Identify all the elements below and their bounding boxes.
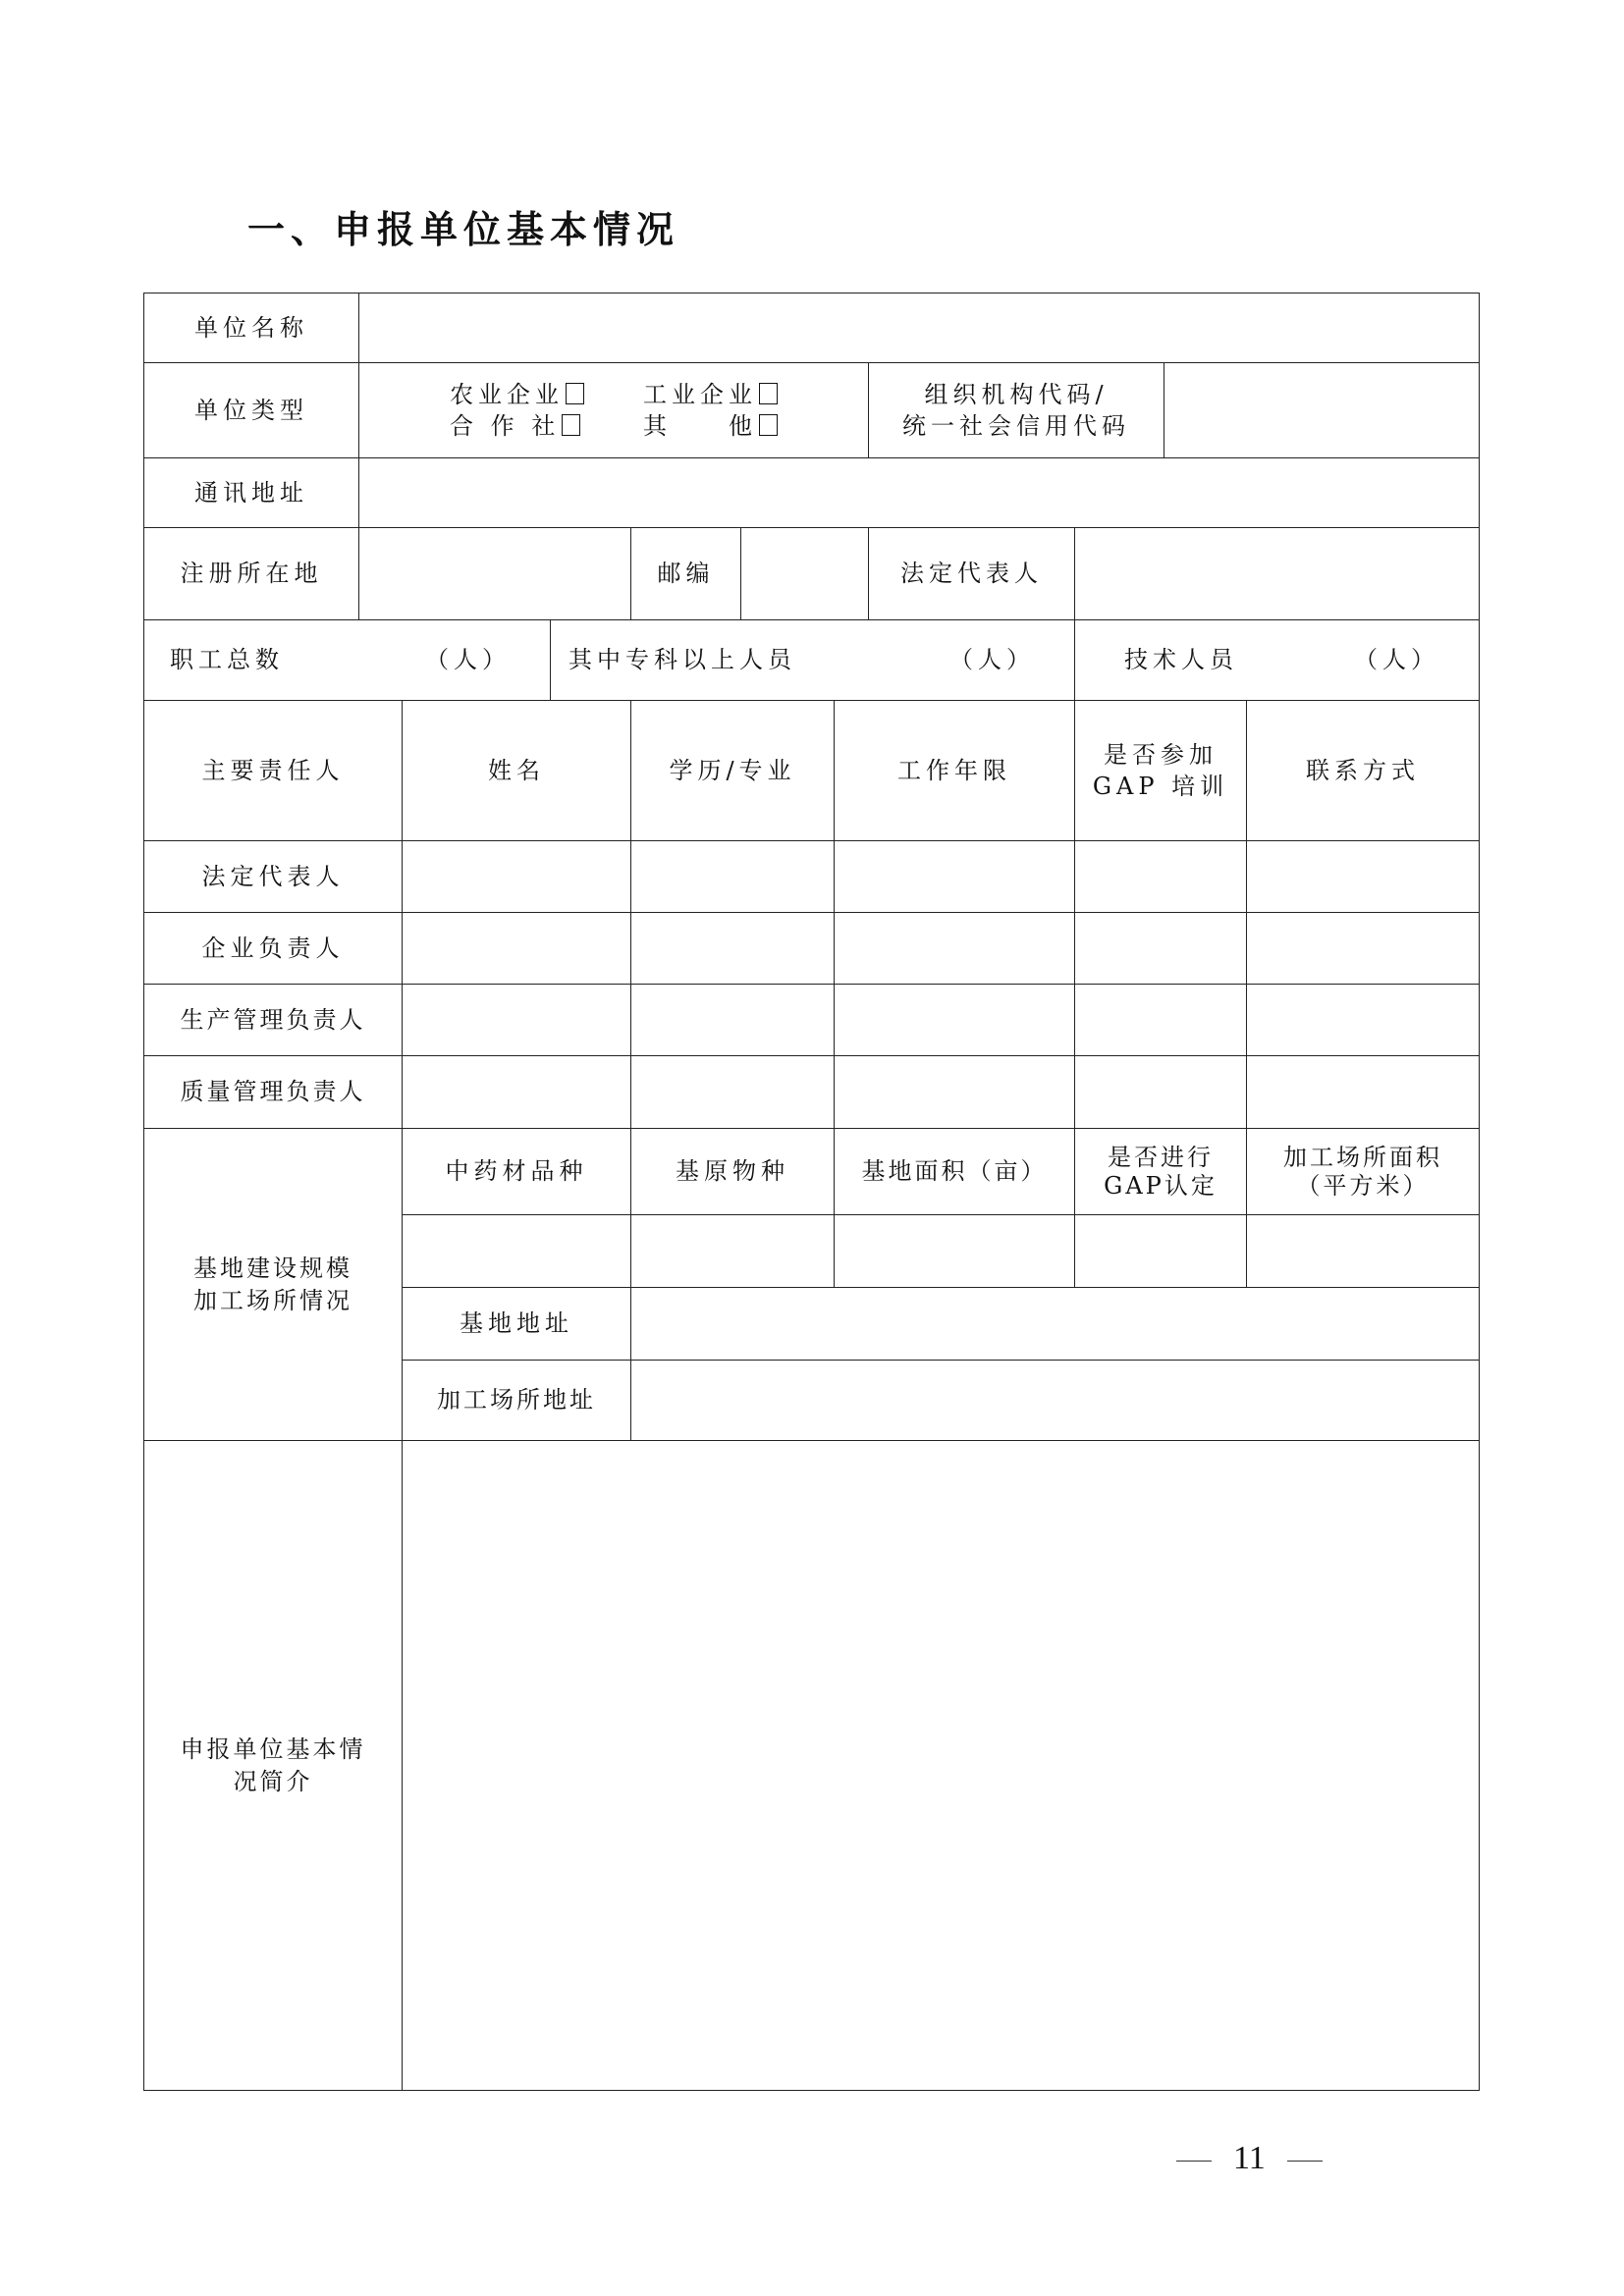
intro-field[interactable] [402, 1440, 1480, 2091]
staff-tech-label: 技术人员 [1124, 646, 1238, 674]
postcode-field[interactable] [740, 527, 869, 620]
person-unit: （人） [1354, 646, 1439, 674]
header-responsible: 主要责任人 [143, 700, 403, 841]
person-unit: （人） [425, 646, 511, 674]
header-gap-certified: 是否进行 GAP认定 [1074, 1128, 1247, 1215]
cell-input[interactable] [1246, 840, 1480, 913]
type-option-agri[interactable]: 农业企业 [450, 379, 584, 410]
cell-input[interactable] [1246, 984, 1480, 1056]
row-label-quality-head: 质量管理负责人 [143, 1055, 403, 1129]
section-title: 一、申报单位基本情况 [247, 208, 680, 251]
header-name: 姓名 [402, 700, 631, 841]
address-field[interactable] [358, 457, 1480, 528]
cell-input[interactable] [834, 840, 1075, 913]
staff-college-label: 其中专科以上人员 [568, 646, 796, 674]
reg-place-label: 注册所在地 [143, 527, 359, 620]
cell-input[interactable] [1246, 1214, 1480, 1288]
checkbox-icon[interactable] [566, 383, 584, 404]
cell-input[interactable] [402, 840, 631, 913]
cell-input[interactable] [1246, 1055, 1480, 1129]
unit-name-field[interactable] [358, 293, 1480, 363]
checkbox-icon[interactable] [759, 414, 778, 436]
header-herb-variety: 中药材品种 [402, 1128, 631, 1215]
cell-input[interactable] [834, 1214, 1075, 1288]
person-unit: （人） [949, 646, 1035, 674]
cell-input[interactable] [834, 912, 1075, 985]
dash-left [1176, 2161, 1212, 2162]
cell-input[interactable] [402, 984, 631, 1056]
header-work-years: 工作年限 [834, 700, 1075, 841]
reg-place-field[interactable] [358, 527, 631, 620]
cell-input[interactable] [1074, 1055, 1247, 1129]
dash-right [1287, 2161, 1323, 2162]
address-label: 通讯地址 [143, 457, 359, 528]
base-address-field[interactable] [630, 1287, 1480, 1361]
type-option-other[interactable]: 其 他 [643, 410, 778, 442]
cell-input[interactable] [402, 1214, 631, 1288]
header-species: 基原物种 [630, 1128, 835, 1215]
staff-total-cell[interactable] [143, 619, 551, 701]
cell-input[interactable] [834, 984, 1075, 1056]
header-education: 学历/专业 [630, 700, 835, 841]
unit-type-label: 单位类型 [143, 362, 359, 458]
row-label-legal-rep: 法定代表人 [143, 840, 403, 913]
staff-college-cell[interactable] [550, 619, 1075, 701]
cell-input[interactable] [834, 1055, 1075, 1129]
legal-rep-field[interactable] [1074, 527, 1480, 620]
cell-input[interactable] [1074, 984, 1247, 1056]
header-base-area: 基地面积（亩） [834, 1128, 1075, 1215]
row-label-production-head: 生产管理负责人 [143, 984, 403, 1056]
header-processing-area: 加工场所面积 （平方米） [1246, 1128, 1480, 1215]
cell-input[interactable] [630, 984, 835, 1056]
postcode-label: 邮编 [630, 527, 741, 620]
staff-total-label: 职工总数 [170, 646, 284, 674]
org-code-label: 组织机构代码/ 统一社会信用代码 [868, 362, 1164, 458]
org-code-field[interactable] [1164, 362, 1480, 458]
legal-rep-label: 法定代表人 [868, 527, 1075, 620]
cell-input[interactable] [1074, 840, 1247, 913]
cell-input[interactable] [630, 1214, 835, 1288]
type-option-coop[interactable]: 合 作 社 [450, 410, 584, 442]
cell-input[interactable] [402, 912, 631, 985]
processing-address-label: 加工场所地址 [402, 1360, 631, 1441]
base-section-label: 基地建设规模 加工场所情况 [143, 1128, 403, 1441]
processing-address-field[interactable] [630, 1360, 1480, 1441]
page-number: 11 [1155, 2140, 1344, 2177]
header-contact: 联系方式 [1246, 700, 1480, 841]
checkbox-icon[interactable] [759, 383, 778, 404]
header-gap-training: 是否参加 GAP 培训 [1074, 700, 1247, 841]
cell-input[interactable] [402, 1055, 631, 1129]
type-option-industry[interactable]: 工业企业 [643, 379, 778, 410]
base-address-label: 基地地址 [402, 1287, 631, 1361]
cell-input[interactable] [630, 840, 835, 913]
cell-input[interactable] [1074, 1214, 1247, 1288]
cell-input[interactable] [630, 1055, 835, 1129]
intro-label: 申报单位基本情况简介 [143, 1440, 403, 2091]
row-label-enterprise-head: 企业负责人 [143, 912, 403, 985]
unit-name-label: 单位名称 [143, 293, 359, 363]
cell-input[interactable] [630, 912, 835, 985]
cell-input[interactable] [1074, 912, 1247, 985]
staff-tech-cell[interactable] [1074, 619, 1480, 701]
cell-input[interactable] [1246, 912, 1480, 985]
unit-type-options [358, 362, 869, 458]
checkbox-icon[interactable] [562, 414, 580, 436]
